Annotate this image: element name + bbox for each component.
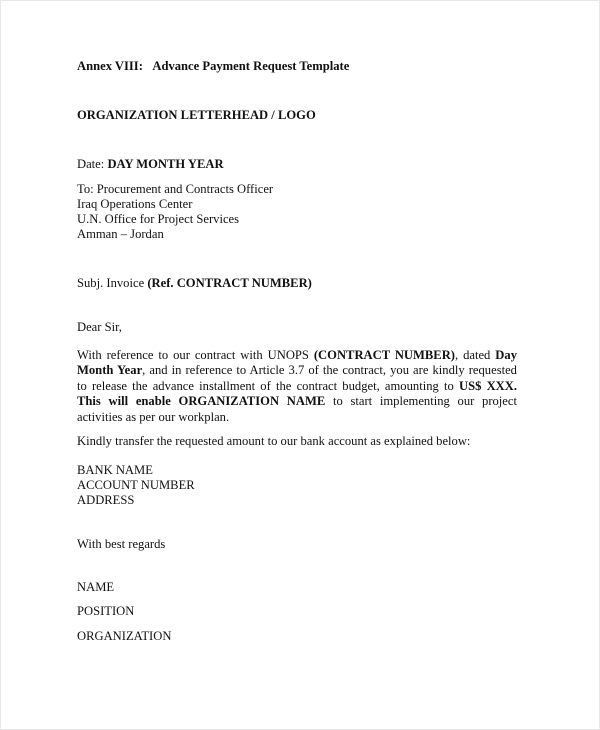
recipient-line-3: U.N. Office for Project Services (77, 212, 240, 226)
date-line (77, 157, 224, 172)
p1-text-c: , dated (455, 348, 496, 362)
date-value: DAY MONTH YEAR (107, 157, 224, 171)
bank-address: ADDRESS (77, 493, 135, 507)
p1-text-g: to start implementing our project activities as per our workplan. (77, 394, 517, 424)
salutation: Dear Sir, (77, 320, 122, 334)
body-paragraph-2: Kindly transfer the requested amount to our bank account as explained below: (77, 434, 471, 448)
annex-heading (77, 59, 349, 74)
subject-line (77, 276, 312, 291)
p1-contract-number: (CONTRACT NUMBER) (313, 348, 455, 362)
p1-text-a: With reference to our contract with UNOPS (77, 348, 314, 362)
signature-position: POSITION (77, 604, 135, 618)
bank-name: BANK NAME (77, 463, 153, 477)
body-paragraph-1 (77, 348, 517, 425)
p1-date: Day Month Year (77, 348, 517, 378)
p1-text-e: , and in reference to Article 3.7 of the contract, you are kindly requested to release the advance installment of the contract budget, amounting to (77, 363, 517, 393)
recipient-line-4: Amman – Jordan (77, 227, 164, 241)
recipient-line-2: Iraq Operations Center (77, 197, 193, 211)
p1-amount-org: US$ XXX. This will enable ORGANIZATION NAME (77, 378, 518, 409)
signature-organization: ORGANIZATION (77, 629, 172, 643)
annex-title: Advance Payment Request Template (152, 59, 350, 73)
recipient-line-1: To: Procurement and Contracts Officer (77, 182, 274, 196)
bank-account-number: ACCOUNT NUMBER (77, 478, 195, 492)
signature-name: NAME (77, 580, 115, 594)
closing: With best regards (77, 537, 166, 551)
annex-label: Annex VIII: (77, 59, 143, 73)
date-label: Date: (77, 157, 105, 171)
subject-label: Subj. Invoice (77, 276, 145, 290)
subject-ref: (Ref. CONTRACT NUMBER) (147, 276, 312, 290)
letterhead-placeholder: ORGANIZATION LETTERHEAD / LOGO (77, 108, 316, 122)
